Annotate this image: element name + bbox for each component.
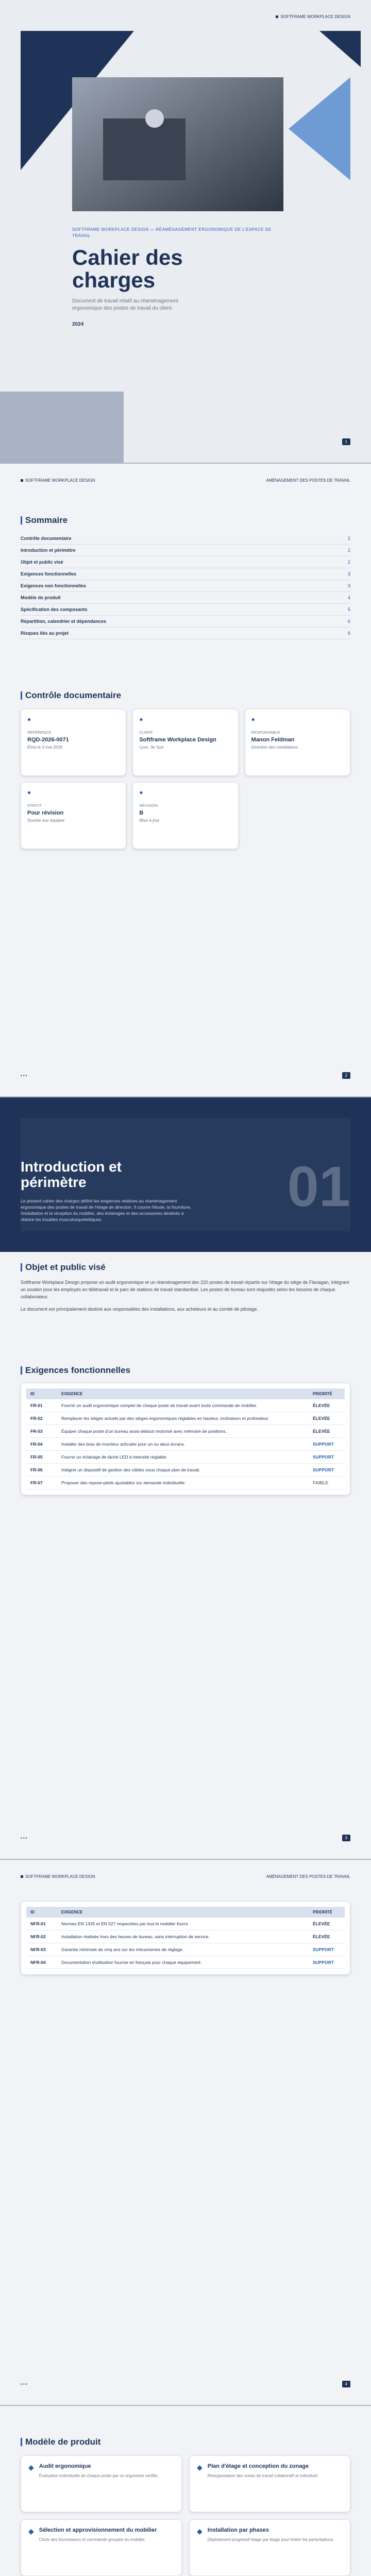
objet-section xyxy=(21,1262,350,1313)
table-row xyxy=(26,1399,345,1412)
table-header: EXIGENCE xyxy=(57,1907,309,1918)
req-id: FR-05 xyxy=(26,1451,57,1464)
toc-item[interactable] xyxy=(21,604,350,616)
card-label: STATUT xyxy=(27,803,42,808)
page-number: 3 xyxy=(342,1835,350,1841)
model-card xyxy=(189,2519,350,2576)
req-id: FR-04 xyxy=(26,1438,57,1451)
card-note: Émis le 3 mai 2026 xyxy=(27,745,63,750)
model-card xyxy=(189,2455,350,2512)
func-table xyxy=(26,1388,345,1489)
card-value: B xyxy=(139,810,144,816)
req-priority: SUPPORT xyxy=(309,1956,345,1969)
intro-page xyxy=(0,1097,371,1860)
table-row xyxy=(26,1943,345,1956)
toc-item[interactable] xyxy=(21,580,350,592)
table-row xyxy=(26,1918,345,1930)
running-title: AMÉNAGEMENT DES POSTES DE TRAVAIL xyxy=(266,1874,350,1879)
card-value: RQD-2026-0071 xyxy=(27,737,69,743)
intro-title: Introduction et périmètre xyxy=(21,1159,122,1190)
req-id: FR-03 xyxy=(26,1425,57,1438)
card-label: RÉFÉRENCE xyxy=(27,730,52,735)
table-row xyxy=(26,1412,345,1425)
spec-page xyxy=(0,2406,371,2576)
card-value: Softframe Workplace Design xyxy=(139,737,216,743)
toc-item-label: Contrôle documentaire xyxy=(21,536,72,541)
model-card-title: Installation par phases xyxy=(207,2527,269,2533)
model-icon: ◆ xyxy=(28,2463,34,2471)
req-priority: ÉLEVÉE xyxy=(309,1412,345,1425)
model-title: Modèle de produit xyxy=(21,2437,350,2447)
toc-item-label: Introduction et périmètre xyxy=(21,548,76,553)
toc-item-label: Risques liés au projet xyxy=(21,631,69,636)
table-header: EXIGENCE xyxy=(57,1388,309,1399)
model-card-title: Sélection et approvisionnement du mobilier xyxy=(39,2527,157,2533)
model-card-desc: Réorganisation des zones de travail collaboratif et individuel. xyxy=(207,2473,318,2478)
logo-icon xyxy=(21,1875,23,1878)
card-icon: ● xyxy=(251,716,255,723)
intro-banner xyxy=(0,1097,371,1252)
page-number: 1 xyxy=(342,438,350,445)
toc-item-page: 6 xyxy=(347,619,350,624)
brand-label: SOFTFRAME WORKPLACE DESIGN xyxy=(25,1874,95,1879)
model-icon: ◆ xyxy=(197,2527,203,2535)
cover-text xyxy=(72,227,289,327)
toc-title: Sommaire xyxy=(21,515,350,526)
card-note: Mise à jour xyxy=(139,818,160,823)
nonfunc-table xyxy=(26,1907,345,1969)
toc-item-page: 4 xyxy=(347,595,350,600)
model-text xyxy=(208,2463,318,2504)
req-text: Documentation d'utilisation fournie en français pour chaque équipement. xyxy=(57,1956,309,1969)
func-section xyxy=(21,1365,350,1495)
cover-kicker: SOFTFRAME WORKPLACE DESIGN — RÉAMÉNAGEMENT ERGONOMIQUE DE L'ESPACE DE TRAVAIL xyxy=(72,227,272,238)
model-card-title: Audit ergonomique xyxy=(39,2463,91,2469)
brand-label: SOFTFRAME WORKPLACE DESIGN xyxy=(25,478,95,483)
card-value: Manon Feldman xyxy=(251,737,295,743)
model-icon: ◆ xyxy=(28,2527,34,2535)
doc-control-card xyxy=(21,709,126,776)
req-text: Installer des bras de moniteur articulés pour un ou deux écrans. xyxy=(57,1438,309,1451)
req-id: NFR-03 xyxy=(26,1943,57,1956)
req-text: Garantie minimale de cinq ans sur les mécanismes de réglage. xyxy=(57,1943,309,1956)
doc-control-card xyxy=(132,782,238,849)
cover-year: 2024 xyxy=(72,321,84,327)
model-card-title: Plan d'étage et conception du zonage xyxy=(207,2463,309,2469)
table-row xyxy=(26,1451,345,1464)
model-icon: ◆ xyxy=(197,2463,203,2471)
card-note: Direction des installations xyxy=(251,745,298,750)
card-icon: ● xyxy=(27,716,31,723)
toc-item-label: Objet et public visé xyxy=(21,560,63,565)
model-card-desc: Choix des fournisseurs et commande groupée du mobilier. xyxy=(39,2537,146,2542)
intro-body: Le présent cahier des charges définit les exigences relatives au réaménagement ergonomique des postes de travail de l'étage de direction. Il couvre l'étude, la fourniture, l'installation et la réception du mobilier, des éclairages et des accessoires destinés à réduire les troubles musculosquelettiques. xyxy=(21,1198,192,1222)
page-footer: ▪▪▪ 3 xyxy=(21,1835,350,1841)
toc-item[interactable] xyxy=(21,533,350,545)
doc-control-card xyxy=(132,709,238,776)
objet-p2: Le document est principalement destiné aux responsables des installations, aux acheteurs et au comité de pilotage. xyxy=(21,1307,258,1312)
model-card xyxy=(21,2519,182,2576)
brand-label: SOFTFRAME WORKPLACE DESIGN xyxy=(280,14,350,19)
toc-page xyxy=(0,464,371,1097)
req-priority: SUPPORT xyxy=(309,1464,345,1477)
toc-item[interactable] xyxy=(21,628,350,639)
req-text: Proposer des repose-pieds ajustables sur demande individuelle. xyxy=(57,1477,309,1489)
toc-item-label: Modèle de produit xyxy=(21,595,61,600)
table-row xyxy=(26,1477,345,1489)
model-text xyxy=(39,2527,157,2568)
toc-item-page: 2 xyxy=(347,548,350,553)
card-value: Pour révision xyxy=(27,810,64,816)
table-header: PRIORITÉ xyxy=(309,1388,345,1399)
toc-item-label: Répartition, calendrier et dépendances xyxy=(21,619,107,624)
page-number: 2 xyxy=(342,1072,350,1079)
table-row xyxy=(26,1464,345,1477)
card-label: RÉVISION xyxy=(139,803,158,808)
func-title: Exigences fonctionnelles xyxy=(21,1365,350,1376)
toc-section xyxy=(21,515,350,639)
table-row xyxy=(26,1930,345,1943)
model-card-desc: Déploiement progressif étage par étage pour limiter les perturbations. xyxy=(207,2537,334,2542)
req-text: Remplacer les sièges actuels par des sièges ergonomiques réglables en hauteur, inclinaison et profondeur. xyxy=(57,1412,309,1425)
page-number: 4 xyxy=(342,2381,350,2387)
section-number: 01 xyxy=(287,1155,350,1218)
toc-item-page: 6 xyxy=(347,631,350,636)
toc-item[interactable] xyxy=(21,616,350,628)
toc-item[interactable] xyxy=(21,545,350,556)
req-text: Équiper chaque poste d'un bureau assis-debout motorisé avec mémoire de positions. xyxy=(57,1425,309,1438)
req-id: FR-06 xyxy=(26,1464,57,1477)
table-header: ID xyxy=(26,1388,57,1399)
doc-control-card xyxy=(21,782,126,849)
card-icon: ● xyxy=(139,789,143,796)
page-header xyxy=(21,1874,350,1879)
nonfunc-table-card xyxy=(21,1901,350,1975)
model-card-desc: Évaluation individuelle de chaque poste par un ergonome certifié. xyxy=(39,2473,159,2478)
model-text xyxy=(208,2527,334,2568)
doc-control-section xyxy=(21,690,350,849)
req-id: FR-02 xyxy=(26,1412,57,1425)
cover-title: Cahier des charges xyxy=(72,245,183,292)
objet-p1: Softframe Workplace Design propose un audit ergonomique et un réaménagement des 220 postes de travail répartis sur l'étage du siège de Flanagan, intégrant un soutien pour les employés en télétravail et le parc de stations de travail standardisé. Les postes de bureau sont réajustés selon les besoins de chaque collaborateur. xyxy=(21,1280,349,1299)
doc-control-title: Contrôle documentaire xyxy=(21,690,350,701)
toc-item[interactable] xyxy=(21,592,350,604)
page-footer xyxy=(21,438,350,445)
toc-item[interactable] xyxy=(21,568,350,580)
req-id: FR-01 xyxy=(26,1399,57,1412)
req-priority: SUPPORT xyxy=(309,1943,345,1956)
req-priority: ÉLEVÉE xyxy=(309,1425,345,1438)
page-footer: ▪▪▪ 4 xyxy=(21,2381,350,2387)
cover-page xyxy=(0,0,371,464)
toc-item-page: 5 xyxy=(347,607,350,612)
table-header: ID xyxy=(26,1907,57,1918)
req-id: NFR-02 xyxy=(26,1930,57,1943)
page-footer: ▪▪▪ 2 xyxy=(21,1072,350,1079)
card-note: Soumis aux équipes xyxy=(27,818,65,823)
req-priority: ÉLEVÉE xyxy=(309,1399,345,1412)
card-icon: ● xyxy=(27,789,31,796)
toc-item[interactable] xyxy=(21,556,350,568)
card-label: RESPONSABLE xyxy=(251,730,280,735)
toc-item-label: Exigences non fonctionnelles xyxy=(21,583,87,588)
req-text: Fournir un audit ergonomique complet de chaque poste de travail avant toute commande de mobilier. xyxy=(57,1399,309,1412)
req-priority: ÉLEVÉE xyxy=(309,1930,345,1943)
table-header: PRIORITÉ xyxy=(309,1907,345,1918)
card-label: CLIENT xyxy=(139,730,153,735)
page-header xyxy=(21,478,350,483)
card-note: Lyon, 3e Sud xyxy=(139,745,164,750)
req-text: Normes EN 1335 et EN 527 respectées par tout le mobilier fourni. xyxy=(57,1918,309,1930)
req-id: FR-07 xyxy=(26,1477,57,1489)
toc-item-page: 2 xyxy=(347,560,350,565)
card-icon: ● xyxy=(139,716,143,723)
objet-title: Objet et public visé xyxy=(21,1262,350,1273)
req-text: Fournir un éclairage de tâche LED à intensité réglable. xyxy=(57,1451,309,1464)
req-priority: SUPPORT xyxy=(309,1438,345,1451)
req-priority: SUPPORT xyxy=(309,1451,345,1464)
table-row xyxy=(26,1425,345,1438)
req-priority: ÉLEVÉE xyxy=(309,1918,345,1930)
logo-icon xyxy=(21,479,23,482)
req-text: Intégrer un dispositif de gestion des câbles sous chaque plan de travail. xyxy=(57,1464,309,1477)
toc-item-label: Exigences fonctionnelles xyxy=(21,571,77,577)
table-row xyxy=(26,1438,345,1451)
req-id: NFR-01 xyxy=(26,1918,57,1930)
triangle-shape xyxy=(289,77,350,180)
doc-control-card xyxy=(245,709,350,776)
running-title: AMÉNAGEMENT DES POSTES DE TRAVAIL xyxy=(266,478,350,483)
nonfunc-page xyxy=(0,1860,371,2406)
toc-item-label: Spécification des composants xyxy=(21,607,88,612)
req-text: Installation réalisée hors des heures de bureau, sans interruption de service. xyxy=(57,1930,309,1943)
toc-item-page: 2 xyxy=(347,536,350,541)
cover-subtitle: Document de travail relatif au réaménagement ergonomique des postes de travail du client. xyxy=(72,298,178,311)
model-card xyxy=(21,2455,182,2512)
req-id: NFR-04 xyxy=(26,1956,57,1969)
req-priority: FAIBLE xyxy=(309,1477,345,1489)
nonfunc-section xyxy=(21,1901,350,1975)
model-section xyxy=(21,2437,350,2576)
toc-item-page: 3 xyxy=(347,571,350,577)
model-text xyxy=(39,2463,159,2504)
table-row xyxy=(26,1956,345,1969)
toc-item-page: 3 xyxy=(347,583,350,588)
func-table-card xyxy=(21,1383,350,1495)
